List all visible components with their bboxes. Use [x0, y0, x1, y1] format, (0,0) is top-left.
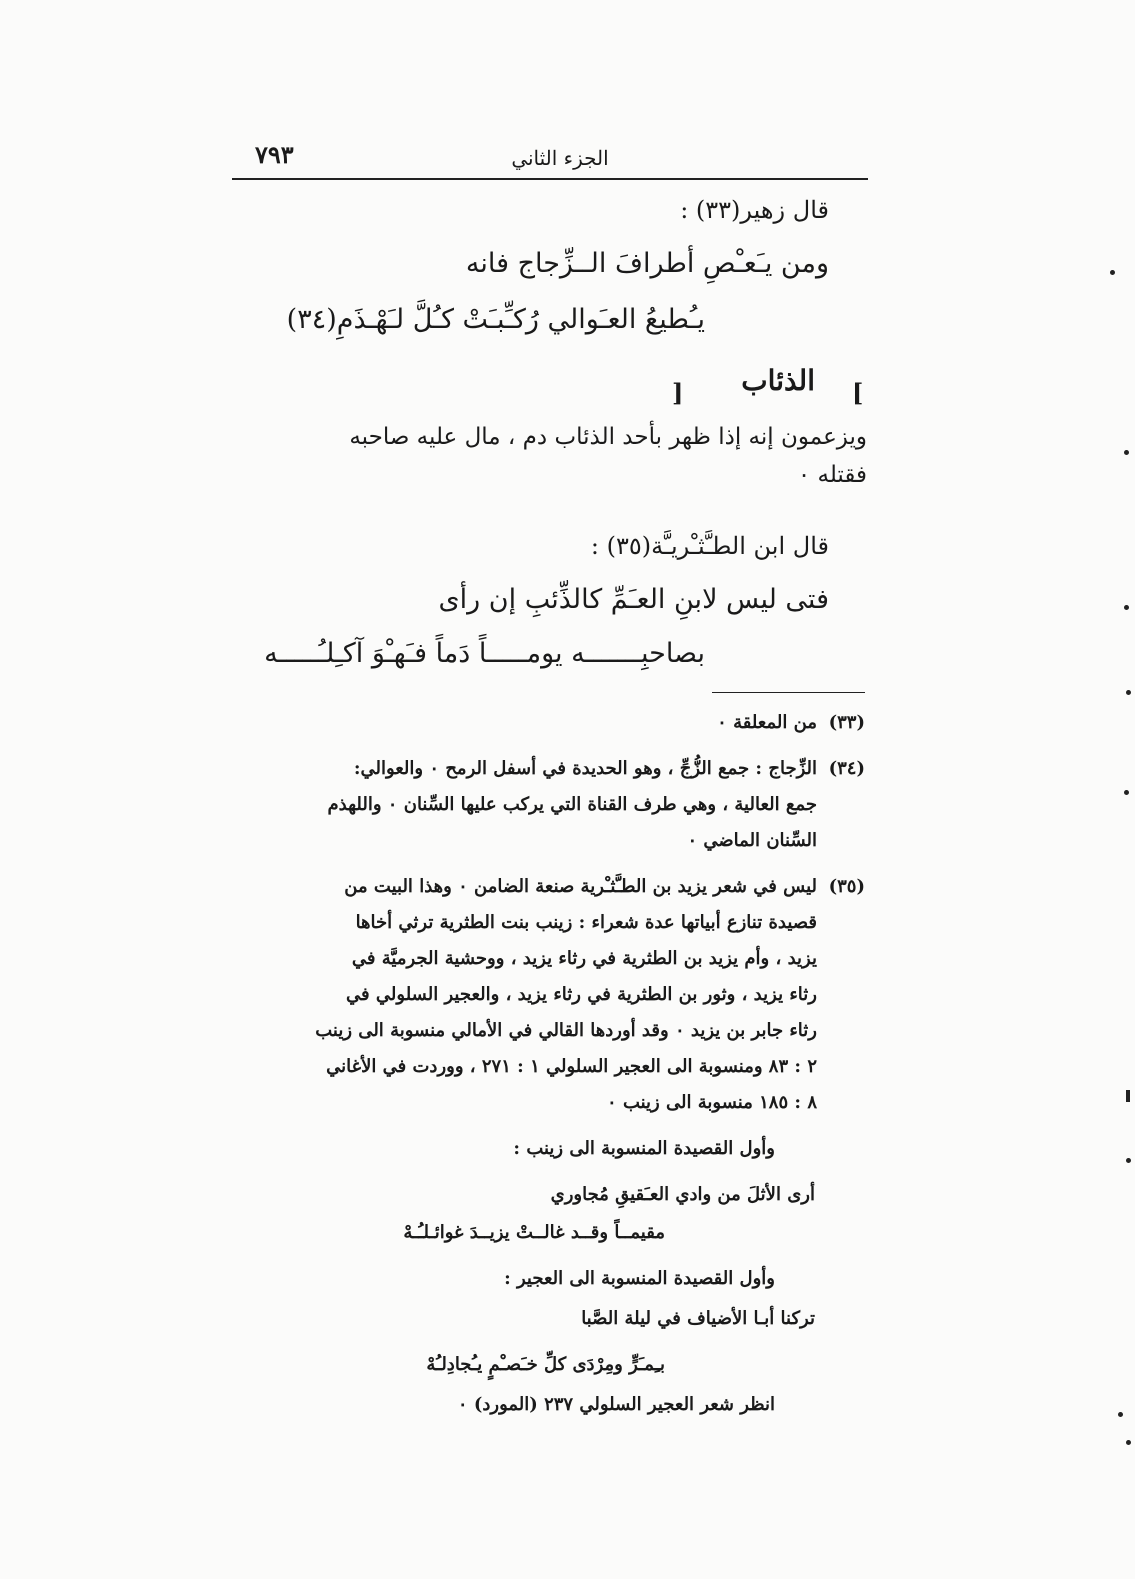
verse2-line1: فتى ليس لابنِ العـَمِّ كالذِّئبِ إن رأى [438, 584, 829, 615]
header-rule [232, 178, 868, 180]
verse1-line2: يـُطيعُ العـَوالي رُكـِّبـَتْ كـُلَّ لـَهْـذَمِ(٣٤) [286, 304, 705, 335]
margin-speck [1126, 1158, 1131, 1163]
paragraph-line1: ويزعمون إنه إذا ظهر بأحد الذئاب دم ، مال عليه صاحبه [349, 424, 867, 450]
margin-speck [1126, 690, 1131, 695]
footnote-33-text: من المعلقة ٠ [717, 712, 817, 733]
intro-zuhayr: قال زهير(٣٣) : [680, 196, 829, 224]
footnote-35-line5: رثاء جابر بن يزيد ٠ وقد أوردها القالي في الأمالي منسوبة الى زينب [315, 1020, 817, 1041]
bracket-left: ] [672, 378, 684, 407]
footnote-35-line4: رثاء يزيد ، وثور بن الطثرية في رثاء يزيد ، والعجير السلولي في [346, 984, 817, 1005]
footnote-35-line3: يزيد ، وأم يزيد بن الطثرية في رثاء يزيد ، ووحشية الجرميَّة في [351, 948, 817, 969]
footnote-35-line1: ليس في شعر يزيد بن الطـَّثـْرية صنعة الضامن ٠ وهذا البيت من [344, 876, 817, 897]
margin-speck [1124, 450, 1129, 455]
footnote-34-line1: الزِّجاج : جمع الزُّجِّ ، وهو الحديدة في أسفل الرمح ٠ والعوالي: [353, 758, 817, 779]
margin-speck [1110, 270, 1115, 275]
margin-speck [1118, 1412, 1123, 1417]
footnote-35-line7: ٨ : ١٨٥ منسوبة الى زينب ٠ [607, 1092, 817, 1113]
margin-speck [1124, 605, 1129, 610]
paragraph-line2: فقتله ٠ [797, 462, 867, 488]
reference-line: انظر شعر العجير السلولي ٢٣٧ (المورد) ٠ [457, 1394, 775, 1415]
margin-speck [1126, 1440, 1131, 1445]
verse2-line2: بصاحبِـــــــه يومـــــاً دَماً فـَهـْوَ آكـِلـُـــــه [264, 638, 705, 669]
intro-tathriyya: قال ابن الطـَّثـْريـَّة(٣٥) : [590, 532, 829, 560]
footnote-34-number: (٣٤) [828, 758, 865, 779]
section-heading: الذئاب [741, 364, 815, 397]
footnote-35-number: (٣٥) [828, 876, 865, 897]
margin-speck [1124, 790, 1129, 795]
verse1-line1: ومن يـَعـْصِ أطرافَ الــزِّجاج فانه [465, 248, 829, 279]
running-header-title: الجزء الثاني [511, 146, 609, 170]
page-number: ٧٩٣ [255, 140, 294, 169]
zaynab-intro: وأول القصيدة المنسوبة الى زينب : [513, 1138, 775, 1159]
ujayr-verse2: بـِمـَرٍّ ومِرْدَى كلِّ خـَصـْمٍ يـُجادِلـُهْ [426, 1354, 665, 1375]
footnote-34-line2: جمع العالية ، وهي طرف القناة التي يركب عليها السِّنان ٠ واللهذم [327, 794, 817, 815]
footnote-33-number: (٣٣) [828, 712, 865, 733]
zaynab-verse2: مقيمــاً وقــد غالــتْ يزيــدَ غوائـلـُـهْ [403, 1222, 665, 1243]
footnote-rule [712, 692, 865, 693]
footnote-34-line3: السِّنان الماضي ٠ [687, 830, 817, 851]
ujayr-intro: وأول القصيدة المنسوبة الى العجير : [504, 1268, 775, 1289]
footnote-35-line2: قصيدة تنازع أبياتها عدة شعراء : زينب بنت الطثرية ترثي أخاها [355, 912, 817, 933]
footnote-35-line6: ٢ : ٨٣ ومنسوبة الى العجير السلولي ١ : ٢٧١ ، ووردت في الأغاني [326, 1056, 817, 1077]
zaynab-verse1: أرى الأثلَ من وادي العـَقيقِ مُجاوري [550, 1184, 815, 1205]
margin-speck [1126, 1090, 1130, 1102]
bracket-right: [ [852, 378, 864, 407]
ujayr-verse1: تركنا أبـا الأضياف في ليلة الصَّبا [581, 1308, 815, 1329]
